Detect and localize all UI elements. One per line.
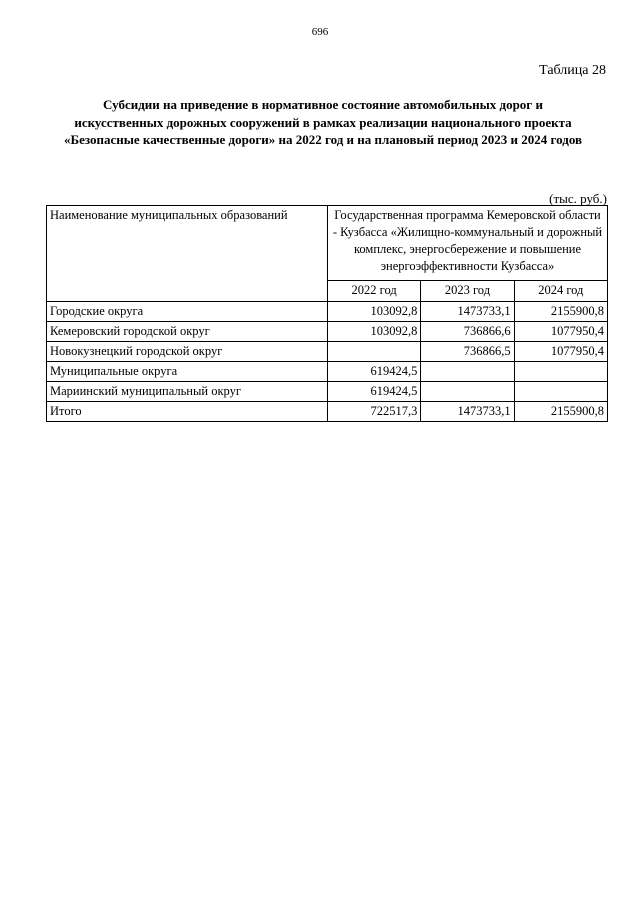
value-2023: 1473733,1 xyxy=(421,302,514,322)
value-2024: 2155900,8 xyxy=(514,302,607,322)
row-name: Городские округа xyxy=(47,302,328,322)
table-row xyxy=(47,322,608,342)
value-2022: 619424,5 xyxy=(328,382,421,402)
page-number: 696 xyxy=(311,26,329,38)
table-row-total xyxy=(47,402,608,422)
row-name: Новокузнецкий городской округ xyxy=(47,342,328,362)
row-name: Кемеровский городской округ xyxy=(47,322,328,342)
value-2022: 103092,8 xyxy=(328,302,421,322)
value-2023: 1473733,1 xyxy=(421,402,514,422)
header-year-2022: 2022 год xyxy=(328,280,421,301)
table-label: Таблица 28 xyxy=(539,63,606,78)
header-program: Государственная программа Кемеровской области - Кузбасса «Жилищно-коммунальный и дорожный комплекс, энергосбережение и повышение энергоэффективности Кузбасса» xyxy=(328,206,608,281)
subsidies-table xyxy=(46,205,608,422)
value-2022: 619424,5 xyxy=(328,362,421,382)
row-name: Итого xyxy=(47,402,328,422)
unit-label: (тыс. руб.) xyxy=(549,191,607,206)
value-2022 xyxy=(328,342,421,362)
value-2023: 736866,5 xyxy=(421,342,514,362)
header-municipality: Наименование муниципальных образований xyxy=(47,206,328,302)
value-2024: 2155900,8 xyxy=(514,402,607,422)
value-2023: 736866,6 xyxy=(421,322,514,342)
header-year-2024: 2024 год xyxy=(514,280,607,301)
table-row xyxy=(47,302,608,322)
value-2024 xyxy=(514,362,607,382)
value-2022: 103092,8 xyxy=(328,322,421,342)
value-2024: 1077950,4 xyxy=(514,342,607,362)
value-2022: 722517,3 xyxy=(328,402,421,422)
value-2024 xyxy=(514,382,607,402)
header-year-2023: 2023 год xyxy=(421,280,514,301)
table-row xyxy=(47,382,608,402)
document-title: Субсидии на приведение в нормативное состояние автомобильных дорог и искусственных дорожных сооружений в рамках реализации национального проекта «Безопасные качественные дороги» на 2022 год и на плановый период 2023 и 2024 годов xyxy=(63,97,583,147)
table-row xyxy=(47,342,608,362)
table-row xyxy=(47,362,608,382)
row-name: Муниципальные округа xyxy=(47,362,328,382)
row-name: Мариинский муниципальный округ xyxy=(47,382,328,402)
value-2023 xyxy=(421,362,514,382)
value-2023 xyxy=(421,382,514,402)
value-2024: 1077950,4 xyxy=(514,322,607,342)
